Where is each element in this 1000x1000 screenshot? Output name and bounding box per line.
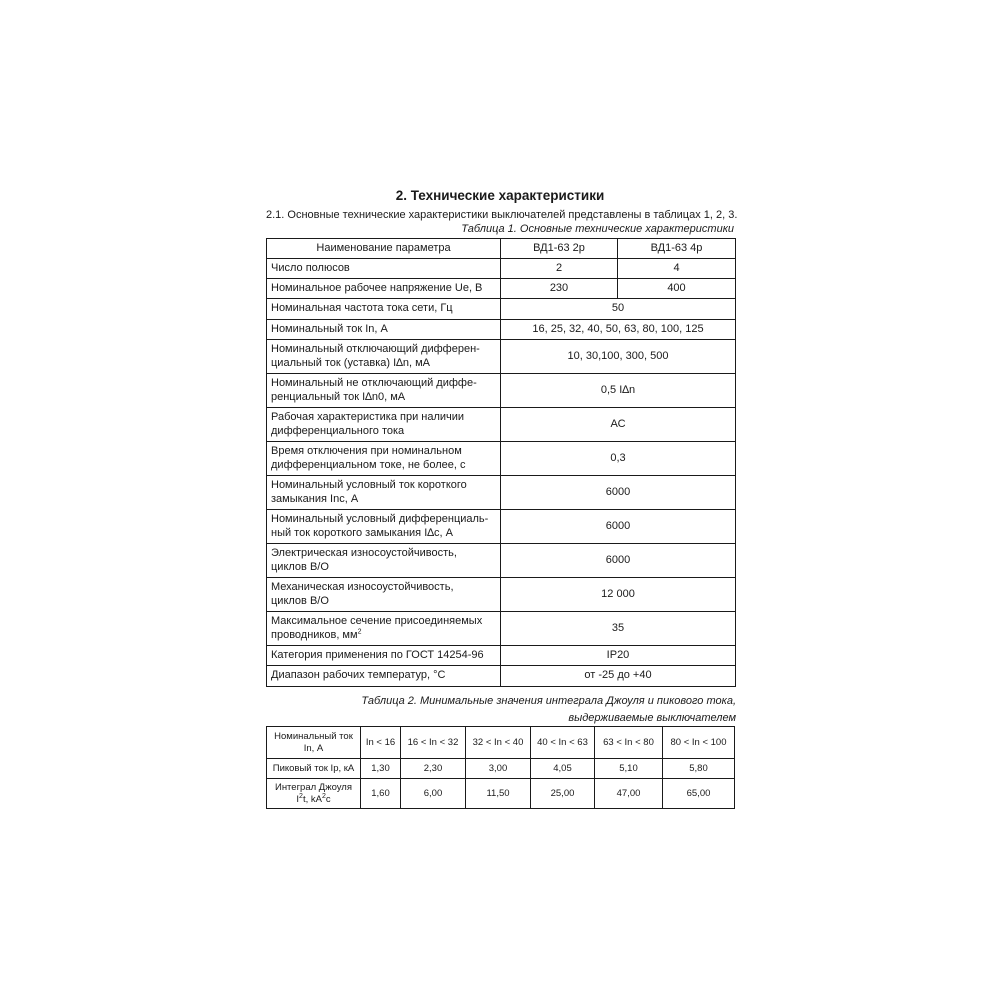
param-value: 6000 [501,510,736,544]
table-row [267,299,736,320]
joule-value: 11,50 [466,779,531,809]
param-label: Номинальный условный ток короткого замыкания Inc, А [267,476,501,510]
param-value: 35 [501,612,736,646]
table-header-row [267,727,735,759]
table-row [267,612,736,646]
joule-table [266,726,735,809]
table-row [267,340,736,374]
peak-value: 3,00 [466,759,531,779]
param-label: Номинальный не отключающий диффе- ренциальный ток I∆n0, мА [267,374,501,408]
param-value-2p: 230 [501,279,618,299]
table-row [267,578,736,612]
header-parameter: Наименование параметра [267,239,501,259]
table-row [267,374,736,408]
param-value: 12 000 [501,578,736,612]
table2-caption: Таблица 2. Минимальные значения интеграла Джоуля и пикового тока, выдерживаемые выключателем [361,695,736,724]
specs-table [266,238,736,687]
peak-value: 1,30 [361,759,401,779]
peak-value: 4,05 [531,759,595,779]
joule-value: 65,00 [663,779,735,809]
param-value: IP20 [501,646,736,666]
table-row [267,510,736,544]
table-header-row [267,239,736,259]
peak-current-label: Пиковый ток Ip, кА [267,759,361,779]
table1-caption: Таблица 1. Основные технические характеристики [461,223,734,235]
param-value: 0,5 I∆n [501,374,736,408]
range-cell: 40 < In < 63 [531,727,595,759]
param-label: Число полюсов [267,259,501,279]
range-cell: 63 < In < 80 [595,727,663,759]
joule-integral-label: Интеграл Джоуля $I^2t$, $kA^2с$ [267,779,361,809]
table-row [267,442,736,476]
range-cell: In < 16 [361,727,401,759]
table-row [267,544,736,578]
param-label: Номинальное рабочее напряжение Ue, В [267,279,501,299]
param-value: 16, 25, 32, 40, 50, 63, 80, 100, 125 [501,320,736,340]
table-row [267,476,736,510]
table-row [267,320,736,340]
param-label: Время отключения при номинальном дифференциальном токе, не более, с [267,442,501,476]
section-heading: 2. Технические характеристики [395,188,605,203]
param-label: Номинальный ток In, А [267,320,501,340]
table-row [267,408,736,442]
table-row [267,666,736,687]
table-row [267,259,736,279]
param-label: Номинальная частота тока сети, Гц [267,299,501,320]
param-label: Электрическая износоустойчивость, циклов В/О [267,544,501,578]
table-row [267,779,735,809]
peak-value: 5,80 [663,759,735,779]
param-value: 6000 [501,476,736,510]
param-label: Категория применения по ГОСТ 14254-96 [267,646,501,666]
param-label: Максимальное сечение присоединяемых проводников, $мм^2$ [267,612,501,646]
joule-value: 25,00 [531,779,595,809]
param-value: 0,3 [501,442,736,476]
range-cell: 80 < In < 100 [663,727,735,759]
header-2p: ВД1-63 2р [501,239,618,259]
param-value-4p: 4 [618,259,736,279]
joule-value: 47,00 [595,779,663,809]
param-label: Механическая износоустойчивость, циклов В/О [267,578,501,612]
table-row [267,759,735,779]
range-cell: 32 < In < 40 [466,727,531,759]
joule-value: 6,00 [401,779,466,809]
param-value: 6000 [501,544,736,578]
peak-value: 5,10 [595,759,663,779]
param-value: от -25 до +40 [501,666,736,687]
param-value-4p: 400 [618,279,736,299]
param-label: Диапазон рабочих температур, °С [267,666,501,687]
param-value: 10, 30,100, 300, 500 [501,340,736,374]
intro-paragraph: 2.1. Основные технические характеристики выключателей представлены в таблицах 1, 2, 3. [266,209,738,221]
param-label: Рабочая характеристика при наличии дифференциального тока [267,408,501,442]
param-value: 50 [501,299,736,320]
range-cell: 16 < In < 32 [401,727,466,759]
param-label: Номинальный отключающий дифферен- циальный ток (уставка) I∆n, мА [267,340,501,374]
param-value-2p: 2 [501,259,618,279]
param-label: Номинальный условный дифференциаль- ный ток короткого замыкания I∆c, А [267,510,501,544]
param-value: АС [501,408,736,442]
header-rated-current: Номинальный ток In, А [267,727,361,759]
header-4p: ВД1-63 4р [618,239,736,259]
joule-value: 1,60 [361,779,401,809]
table-row [267,646,736,666]
table-row [267,279,736,299]
peak-value: 2,30 [401,759,466,779]
